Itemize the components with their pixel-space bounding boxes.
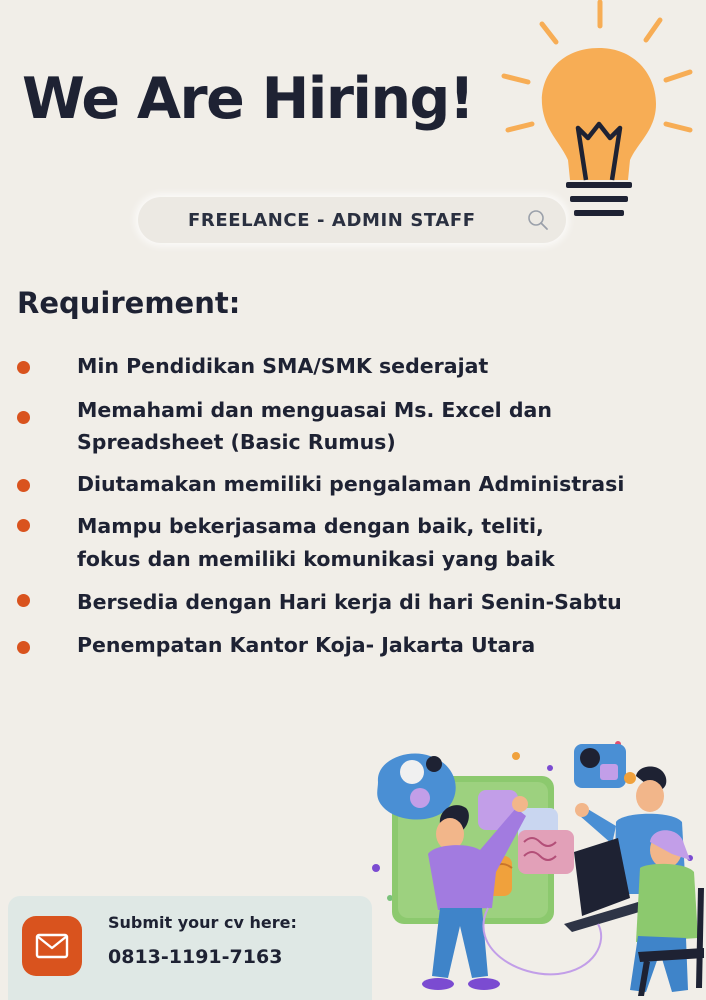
team-illustration: [368, 738, 706, 1000]
requirement-text: Min Pendidikan SMA/SMK sederajat: [77, 354, 489, 378]
requirement-text: Bersedia dengan Hari kerja di hari Senin-Sabtu: [77, 590, 622, 614]
lightbulb-icon: [490, 0, 706, 230]
mail-button[interactable]: [22, 916, 82, 976]
search-text: FREELANCE - ADMIN STAFF: [188, 210, 476, 231]
requirements-heading: Requirement:: [17, 286, 241, 320]
requirement-text: Mampu bekerjasama dengan baik, teliti,: [77, 514, 544, 538]
search-bar[interactable]: [138, 197, 566, 243]
requirement-text: Spreadsheet (Basic Rumus): [77, 430, 396, 454]
bullet-dot-icon: [17, 361, 30, 374]
requirement-text: Memahami dan menguasai Ms. Excel dan: [77, 398, 552, 422]
requirement-text: Penempatan Kantor Koja- Jakarta Utara: [77, 633, 536, 657]
bullet-dot-icon: [17, 519, 30, 532]
contact-label: Submit your cv here:: [108, 913, 297, 932]
mail-icon: [34, 930, 70, 962]
requirement-text: Diutamakan memiliki pengalaman Administrasi: [77, 472, 625, 496]
contact-card: [8, 896, 372, 1000]
bullet-dot-icon: [17, 479, 30, 492]
requirement-text: fokus dan memiliki komunikasi yang baik: [77, 547, 555, 571]
bullet-dot-icon: [17, 411, 30, 424]
search-icon[interactable]: [526, 208, 550, 232]
bullet-dot-icon: [17, 594, 30, 607]
contact-phone[interactable]: 0813-1191-7163: [108, 946, 283, 968]
bullet-dot-icon: [17, 641, 30, 654]
page-title: We Are Hiring!: [22, 66, 474, 132]
